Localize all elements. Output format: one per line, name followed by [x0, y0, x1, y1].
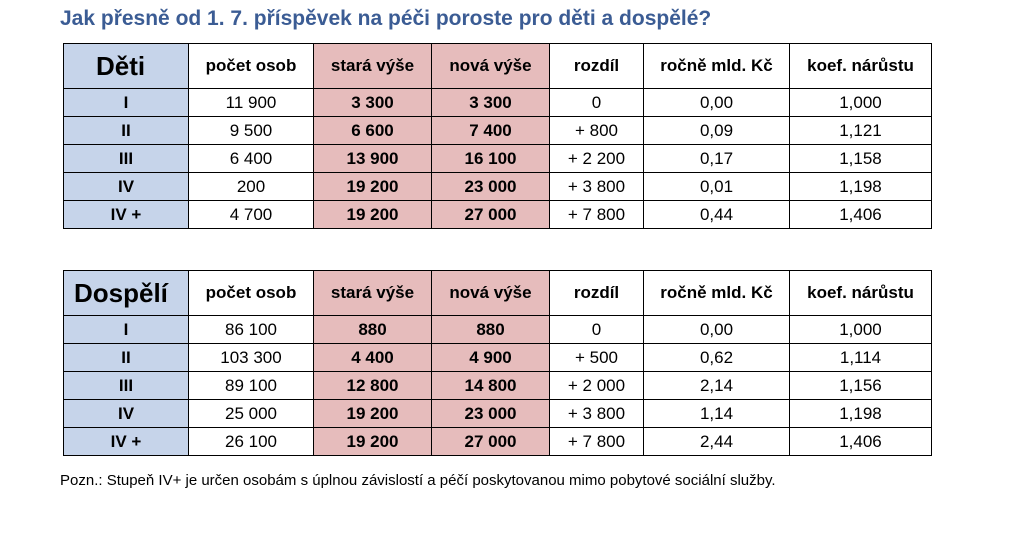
yearly-cell: 0,00 [644, 316, 790, 344]
new-amount-cell: 27 000 [432, 201, 550, 229]
old-amount-cell: 19 200 [314, 173, 432, 201]
old-amount-cell: 19 200 [314, 400, 432, 428]
table-header-row [64, 271, 932, 316]
table-row [64, 173, 932, 201]
footnote: Pozn.: Stupeň IV+ je určen osobám s úplnou závislostí a péčí poskytovanou mimo pobytové sociální služby. [60, 472, 776, 489]
table-label: Děti [64, 44, 189, 89]
diff-cell: + 2 000 [550, 372, 644, 400]
persons-cell: 11 900 [189, 89, 314, 117]
col-header-rocne: ročně mld. Kč [644, 271, 790, 316]
page-title: Jak přesně od 1. 7. příspěvek na péči poroste pro děti a dospělé? [60, 7, 712, 30]
diff-cell: + 2 200 [550, 145, 644, 173]
old-amount-cell: 880 [314, 316, 432, 344]
level-cell: II [64, 117, 189, 145]
persons-cell: 4 700 [189, 201, 314, 229]
level-cell: III [64, 372, 189, 400]
col-header-nova-vyse: nová výše [432, 44, 550, 89]
diff-cell: + 800 [550, 117, 644, 145]
persons-cell: 9 500 [189, 117, 314, 145]
yearly-cell: 2,44 [644, 428, 790, 456]
coef-cell: 1,406 [790, 201, 932, 229]
coef-cell: 1,406 [790, 428, 932, 456]
coef-cell: 1,156 [790, 372, 932, 400]
level-cell: II [64, 344, 189, 372]
persons-cell: 200 [189, 173, 314, 201]
diff-cell: + 3 800 [550, 173, 644, 201]
yearly-cell: 0,00 [644, 89, 790, 117]
diff-cell: + 7 800 [550, 201, 644, 229]
diff-cell: + 3 800 [550, 400, 644, 428]
table-row [64, 145, 932, 173]
yearly-cell: 2,14 [644, 372, 790, 400]
coef-cell: 1,158 [790, 145, 932, 173]
new-amount-cell: 4 900 [432, 344, 550, 372]
new-amount-cell: 23 000 [432, 400, 550, 428]
table-row [64, 400, 932, 428]
diff-cell: + 7 800 [550, 428, 644, 456]
yearly-cell: 0,01 [644, 173, 790, 201]
yearly-cell: 0,62 [644, 344, 790, 372]
col-header-koef: koef. nárůstu [790, 44, 932, 89]
table-row [64, 372, 932, 400]
col-header-stara-vyse: stará výše [314, 44, 432, 89]
persons-cell: 89 100 [189, 372, 314, 400]
persons-cell: 26 100 [189, 428, 314, 456]
yearly-cell: 0,44 [644, 201, 790, 229]
coef-cell: 1,198 [790, 173, 932, 201]
table-label: Dospělí [64, 271, 189, 316]
new-amount-cell: 14 800 [432, 372, 550, 400]
diff-cell: + 500 [550, 344, 644, 372]
old-amount-cell: 4 400 [314, 344, 432, 372]
coef-cell: 1,114 [790, 344, 932, 372]
level-cell: I [64, 89, 189, 117]
col-header-rozdil: rozdíl [550, 271, 644, 316]
table-row [64, 344, 932, 372]
new-amount-cell: 7 400 [432, 117, 550, 145]
level-cell: IV + [64, 201, 189, 229]
col-header-pocet-osob: počet osob [189, 271, 314, 316]
col-header-rozdil: rozdíl [550, 44, 644, 89]
old-amount-cell: 6 600 [314, 117, 432, 145]
level-cell: IV [64, 400, 189, 428]
level-cell: IV + [64, 428, 189, 456]
table-row [64, 316, 932, 344]
table-dospeli [63, 270, 932, 456]
old-amount-cell: 19 200 [314, 428, 432, 456]
old-amount-cell: 19 200 [314, 201, 432, 229]
col-header-pocet-osob: počet osob [189, 44, 314, 89]
diff-cell: 0 [550, 89, 644, 117]
col-header-stara-vyse: stará výše [314, 271, 432, 316]
new-amount-cell: 16 100 [432, 145, 550, 173]
coef-cell: 1,000 [790, 316, 932, 344]
old-amount-cell: 13 900 [314, 145, 432, 173]
table-header-row [64, 44, 932, 89]
level-cell: I [64, 316, 189, 344]
new-amount-cell: 880 [432, 316, 550, 344]
coef-cell: 1,000 [790, 89, 932, 117]
level-cell: III [64, 145, 189, 173]
table-row [64, 117, 932, 145]
coef-cell: 1,121 [790, 117, 932, 145]
new-amount-cell: 3 300 [432, 89, 550, 117]
yearly-cell: 0,17 [644, 145, 790, 173]
yearly-cell: 0,09 [644, 117, 790, 145]
persons-cell: 6 400 [189, 145, 314, 173]
coef-cell: 1,198 [790, 400, 932, 428]
old-amount-cell: 12 800 [314, 372, 432, 400]
persons-cell: 25 000 [189, 400, 314, 428]
yearly-cell: 1,14 [644, 400, 790, 428]
persons-cell: 86 100 [189, 316, 314, 344]
table-deti [63, 43, 932, 229]
table-row [64, 428, 932, 456]
col-header-koef: koef. nárůstu [790, 271, 932, 316]
table-row [64, 89, 932, 117]
col-header-rocne: ročně mld. Kč [644, 44, 790, 89]
diff-cell: 0 [550, 316, 644, 344]
persons-cell: 103 300 [189, 344, 314, 372]
new-amount-cell: 23 000 [432, 173, 550, 201]
level-cell: IV [64, 173, 189, 201]
new-amount-cell: 27 000 [432, 428, 550, 456]
col-header-nova-vyse: nová výše [432, 271, 550, 316]
table-row [64, 201, 932, 229]
old-amount-cell: 3 300 [314, 89, 432, 117]
